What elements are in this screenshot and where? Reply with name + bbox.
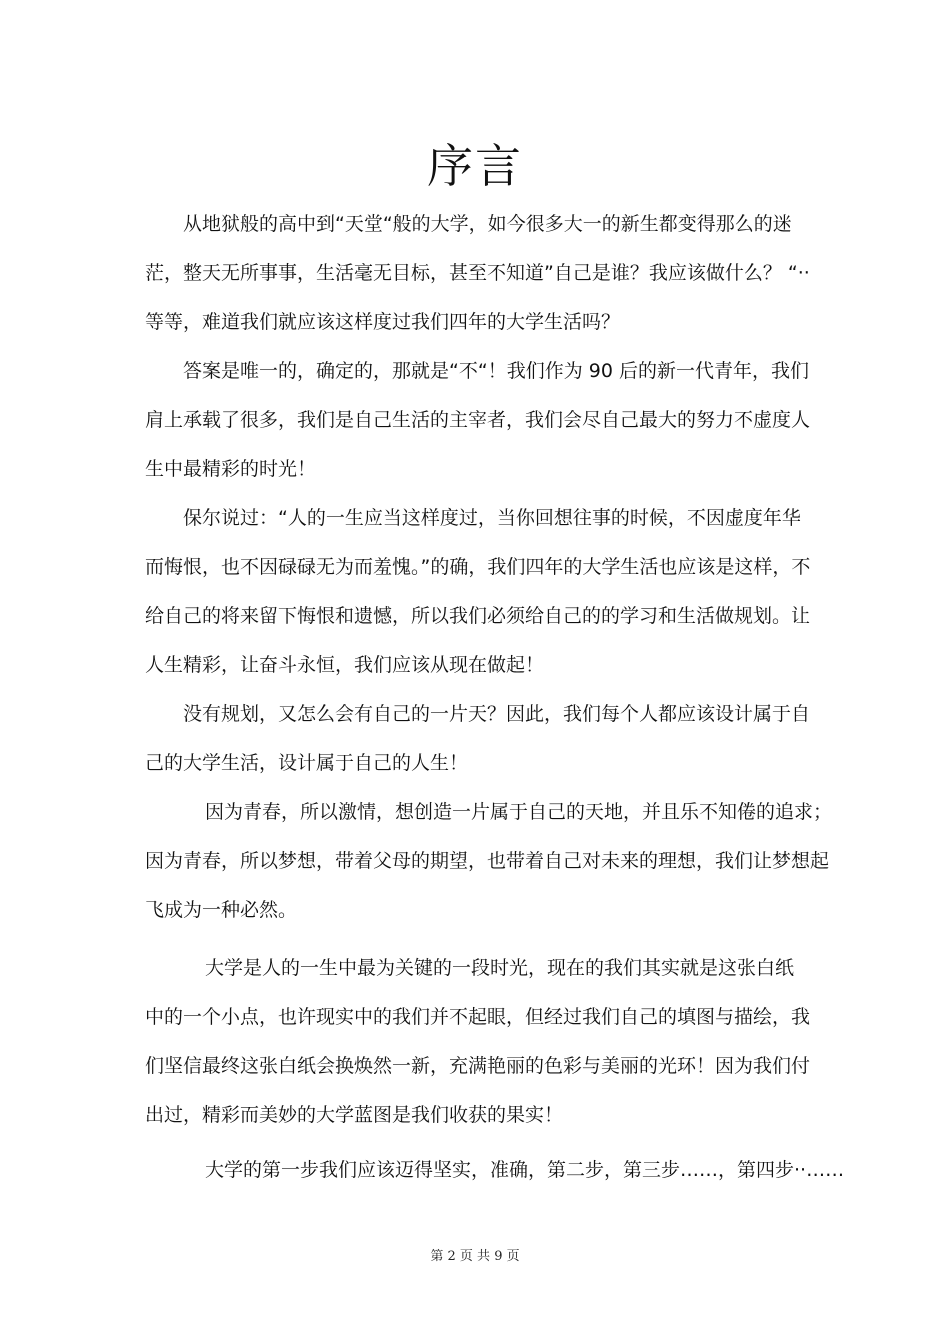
paragraph-line: 肩上承载了很多，我们是自己生活的主宰者，我们会尽自己最大的努力不虚度人: [145, 409, 811, 431]
page-number-footer: 第 2 页 共 9 页: [430, 1249, 520, 1264]
paragraph-line: 己的大学生活，设计属于自己的人生！: [145, 752, 469, 774]
paragraph-line: 等等，难道我们就应该这样度过我们四年的大学生活吗？: [145, 311, 621, 333]
paragraph-line: 出过，精彩而美妙的大学蓝图是我们收获的果实！: [145, 1104, 564, 1126]
page-title: 序言: [427, 139, 523, 193]
paragraph-line: 们坚信最终这张白纸会换焕然一新，充满艳丽的色彩与美丽的光环！因为我们付: [145, 1055, 811, 1077]
preface-body-part1: [145, 200, 833, 935]
preface-body-part3: [145, 1146, 845, 1195]
paragraph-line: 大学的第一步我们应该迈得坚实，准确，第二步，第三步……，第四步··……: [205, 1159, 845, 1181]
paragraph-line: 给自己的将来留下悔恨和遗憾，所以我们必须给自己的的学习和生活做规划。让: [145, 605, 811, 627]
paragraph-line: 茫，整天无所事事，生活毫无目标，甚至不知道”自己是谁？我应该做什么？ “··: [145, 262, 810, 284]
paragraph-line: 答案是唯一的，确定的，那就是“不“！我们作为 90 后的新一代青年，我们: [183, 360, 809, 382]
preface-body-part2: [145, 944, 811, 1140]
paragraph-line: 因为青春，所以激情，想创造一片属于自己的天地，并且乐不知倦的追求；: [205, 801, 833, 823]
paragraph-line: 飞成为一种必然。: [145, 899, 298, 921]
paragraph-line: 中的一个小点，也许现实中的我们并不起眼，但经过我们自己的填图与描绘，我: [145, 1006, 811, 1028]
paragraph-line: 大学是人的一生中最为关键的一段时光，现在的我们其实就是这张白纸: [205, 957, 795, 979]
paragraph-line: 人生精彩，让奋斗永恒，我们应该从现在做起！: [145, 654, 545, 676]
paragraph-line: 从地狱般的高中到“天堂“般的大学，如今很多大一的新生都变得那么的迷: [183, 213, 792, 235]
paragraph-line: 生中最精彩的时光！: [145, 458, 317, 480]
paragraph-line: 没有规划，又怎么会有自己的一片天？因此，我们每个人都应该设计属于自: [183, 703, 811, 725]
paragraph-line: 保尔说过：“人的一生应当这样度过，当你回想往事的时候，不因虚度年华: [183, 507, 801, 529]
paragraph-line: 因为青春，所以梦想，带着父母的期望，也带着自己对未来的理想，我们让梦想起: [145, 850, 830, 872]
paragraph-line: 而悔恨，也不因碌碌无为而羞愧。”的确，我们四年的大学生活也应该是这样，不: [145, 556, 811, 578]
